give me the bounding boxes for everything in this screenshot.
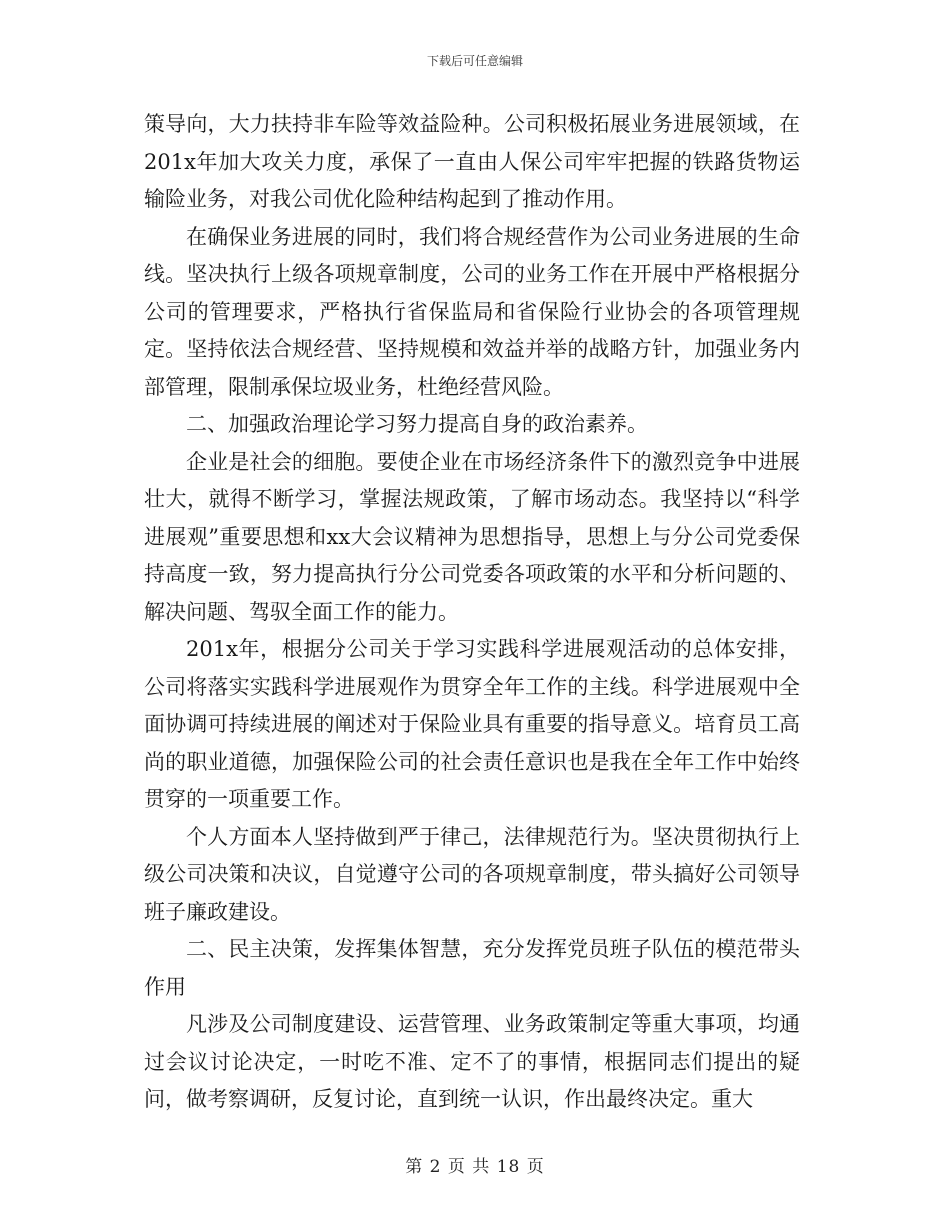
paragraph-2: 在确保业务进展的同时，我们将合规经营作为公司业务进展的生命线。坚决执行上级各项规章制度，公司的业务工作在开展中严格根据分公司的管理要求，严格执行省保监局和省保险行业协会的各项管理规定。坚持依法合规经营、坚持规模和效益并举的战略方针，加强业务内部管理，限制承保垃圾业务，杜绝经营风险。 [144, 224, 800, 399]
document-body [144, 106, 800, 1119]
section-heading-3: 二、民主决策，发挥集体智慧，充分发挥党员班子队伍的模范带头作用 [144, 937, 800, 999]
paragraph-4: 201x年，根据分公司关于学习实践科学进展观活动的总体安排，公司将落实实践科学进展观作为贯穿全年工作的主线。科学进展观中全面协调可持续进展的阐述对于保险业具有重要的指导意义。培育员工高尚的职业道德，加强保险公司的社会责任意识也是我在全年工作中始终贯穿的一项重要工作。 [144, 637, 800, 811]
page-footer: 第 2 页 共 18 页 [405, 1157, 545, 1177]
paragraph-3: 企业是社会的细胞。要使企业在市场经济条件下的激烈竞争中进展壮大，就得不断学习，掌握法规政策，了解市场动态。我坚持以“科学进展观”重要思想和xx大会议精神为思想指导，思想上与分公司党委保持高度一致，努力提高执行分公司党委各项政策的水平和分析问题的、解决问题、驾驭全面工作的能力。 [144, 449, 800, 624]
page-header: 下载后可任意编辑 [426, 54, 523, 68]
section-heading-2: 二、加强政治理论学习努力提高自身的政治素养。 [186, 412, 648, 436]
paragraph-6: 凡涉及公司制度建设、运营管理、业务政策制定等重大事项，均通过会议讨论决定，一时吃不准、定不了的事情，根据同志们提出的疑问，做考察调研，反复讨论，直到统一认识，作出最终决定。重大 [144, 1012, 800, 1111]
paragraph-1: 策导向，大力扶持非车险等效益险种。公司积极拓展业务进展领域，在201x年加大攻关力度，承保了一直由人保公司牢牢把握的铁路货物运输险业务，对我公司优化险种结构起到了推动作用。 [144, 112, 800, 211]
paragraph-5: 个人方面本人坚持做到严于律己，法律规范行为。坚决贯彻执行上级公司决策和决议，自觉遵守公司的各项规章制度，带头搞好公司领导班子廉政建设。 [144, 824, 800, 924]
